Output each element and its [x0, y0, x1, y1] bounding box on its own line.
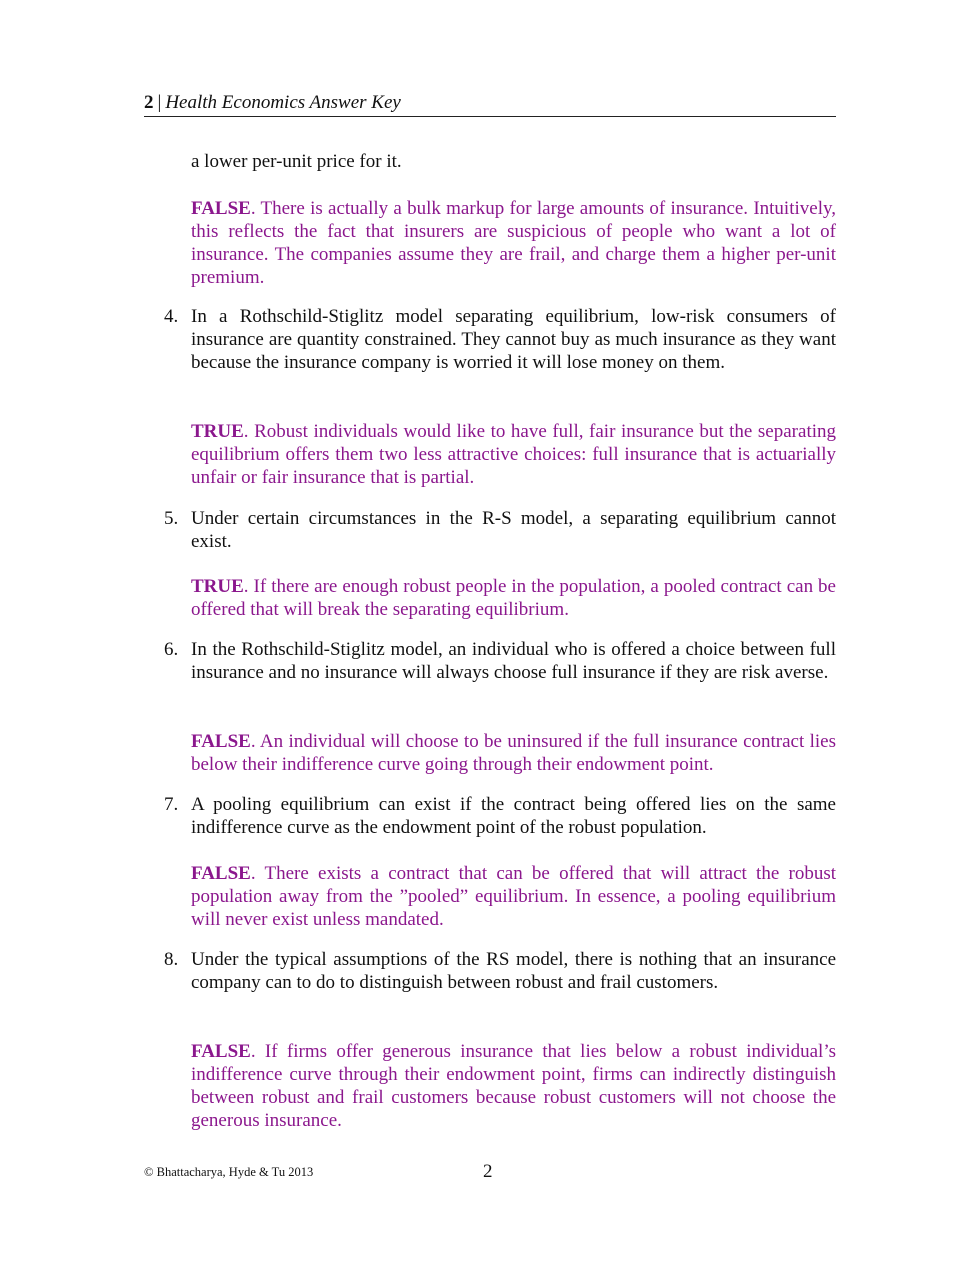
question-text: In a Rothschild-Stiglitz model separating equilibrium, low-risk consumers of insurance are quantity constrained. They cannot buy as much insurance as they want because the insurance company is worried it will lose money on them. [191, 306, 836, 373]
header-title: Health Economics Answer Key [165, 92, 401, 113]
intro-line-text: a lower per-unit price for it. [191, 151, 402, 172]
answer-3 [191, 197, 836, 289]
question-text: In the Rothschild-Stiglitz model, an individual who is offered a choice between full insurance and no insurance will always choose full insurance if they are risk averse. [191, 639, 836, 683]
footer-copyright: © Bhattacharya, Hyde & Tu 2013 [144, 1165, 314, 1179]
answer-4 [191, 420, 836, 489]
answer-5 [191, 575, 836, 621]
answer-verdict: TRUE [191, 421, 244, 442]
intro-line [191, 150, 836, 173]
answer-8 [191, 1040, 836, 1132]
question-item-6 [164, 638, 836, 684]
question-item-8 [164, 948, 836, 994]
header-page-number: 2 [144, 92, 154, 113]
answer-verdict: FALSE [191, 1041, 251, 1062]
item-number: 5. [164, 508, 179, 529]
answer-3-verdict: FALSE [191, 198, 251, 219]
item-number: 8. [164, 949, 179, 970]
answer-verdict: TRUE [191, 576, 244, 597]
answer-verdict: FALSE [191, 731, 251, 752]
answer-7 [191, 862, 836, 931]
answer-3-text: . There is actually a bulk markup for large amounts of insurance. Intuitively, this reflects the fact that insurers are suspicious of people who want a lot of insurance. The companies assume they are frail, and charge them a higher per-unit premium. [191, 198, 836, 288]
answer-text: . An individual will choose to be uninsured if the full insurance contract lies below their indifference curve going through their endowment point. [191, 731, 836, 775]
page-footer [144, 1161, 836, 1181]
item-number: 7. [164, 794, 179, 815]
answer-text: . There exists a contract that can be offered that will attract the robust population away from the ”pooled” equilibrium. In essence, a pooling equilibrium will never exist unless mandated. [191, 863, 836, 930]
item-number: 4. [164, 306, 179, 327]
question-item-7 [164, 793, 836, 839]
answer-text: . Robust individuals would like to have full, fair insurance but the separating equilibrium offers them two less attractive choices: full insurance that is actuarially unfair or fair insurance that is partial. [191, 421, 836, 488]
answer-text: . If there are enough robust people in the population, a pooled contract can be offered that will break the separating equilibrium. [191, 576, 836, 620]
answer-6 [191, 730, 836, 776]
answer-text: . If firms offer generous insurance that lies below a robust individual’s indifference curve through their endowment point, firms can indirectly distinguish between robust and frail customers because robust customers will not choose the generous insurance. [191, 1041, 836, 1131]
question-text: Under certain circumstances in the R-S model, a separating equilibrium cannot exist. [191, 508, 836, 552]
answer-verdict: FALSE [191, 863, 251, 884]
question-text: A pooling equilibrium can exist if the contract being offered lies on the same indifference curve as the endowment point of the robust population. [191, 794, 836, 838]
header-separator: | [157, 92, 162, 113]
item-number: 6. [164, 639, 179, 660]
question-text: Under the typical assumptions of the RS model, there is nothing that an insurance company can to do to distinguish between robust and frail customers. [191, 949, 836, 993]
question-item-4 [164, 305, 836, 374]
running-header [144, 92, 836, 117]
question-item-5 [164, 507, 836, 553]
footer-page-number: 2 [483, 1161, 493, 1182]
